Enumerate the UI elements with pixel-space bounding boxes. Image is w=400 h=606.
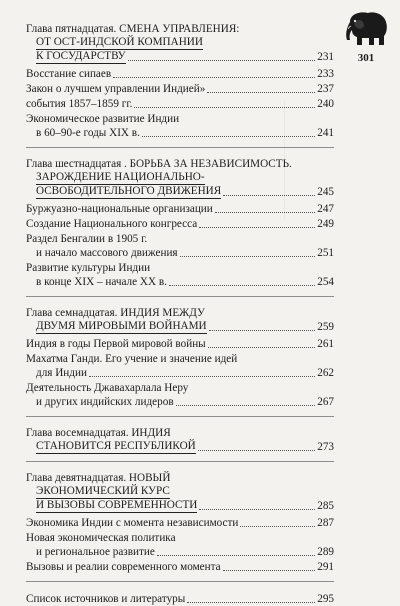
toc-entry[interactable] <box>26 202 334 216</box>
toc-entry[interactable] <box>26 261 334 289</box>
toc-line-text: и других индийских лидеров <box>36 396 174 408</box>
page-number: 301 <box>357 52 375 64</box>
toc-entry[interactable] <box>26 232 334 260</box>
toc-page-number: 249 <box>317 218 334 230</box>
table-of-contents <box>26 22 334 606</box>
toc-line-text: Восстание сипаев <box>26 68 112 80</box>
toc-line <box>26 381 334 395</box>
toc-line <box>26 112 334 126</box>
toc-line <box>26 337 334 351</box>
toc-line-text: события 1857–1859 гг. <box>26 98 133 110</box>
toc-line-text: Глава восемнадцатая. ИНДИЯ <box>26 427 171 439</box>
toc-page-number: 285 <box>317 500 334 512</box>
toc-page-number: 287 <box>317 517 334 529</box>
toc-line-text: ЗАРОЖДЕНИЕ НАЦИОНАЛЬНО- <box>36 171 205 183</box>
toc-line <box>26 185 334 199</box>
toc-line-text: Создание Национального конгресса <box>26 218 198 230</box>
toc-line-text: Глава девятнадцатая. НОВЫЙ <box>26 472 171 484</box>
toc-section <box>26 581 334 606</box>
toc-entry[interactable] <box>26 97 334 111</box>
chapter-title <box>26 426 334 454</box>
dot-leader <box>128 60 316 61</box>
toc-line-text: и начало массового движения <box>36 247 178 259</box>
toc-line <box>26 592 334 606</box>
dot-leader <box>142 136 315 137</box>
dot-leader <box>199 227 315 228</box>
toc-page-number: 233 <box>317 68 334 80</box>
toc-line <box>26 426 334 440</box>
toc-line-text: Буржуазно-национальные организации <box>26 203 213 215</box>
toc-line <box>26 366 334 380</box>
toc-line <box>26 499 334 513</box>
toc-line-text: СТАНОВИТСЯ РЕСПУБЛИКОЙ <box>36 440 196 452</box>
dot-leader <box>208 347 316 348</box>
toc-page-number: 267 <box>317 396 334 408</box>
toc-line-text: Экономика Индии с момента независимости <box>26 517 239 529</box>
toc-line-text: в 60–90-е годы XIX в. <box>36 127 140 139</box>
dot-leader <box>169 285 315 286</box>
toc-line-text: Раздел Бенгалии в 1905 г. <box>26 233 148 245</box>
toc-line <box>26 545 334 559</box>
chapter-title <box>26 157 334 199</box>
toc-line-text: Развитие культуры Индии <box>26 262 151 274</box>
toc-page-number: 247 <box>317 203 334 215</box>
elephant-icon <box>344 8 392 48</box>
toc-page-number: 240 <box>317 98 334 110</box>
toc-line <box>26 157 334 171</box>
toc-line <box>26 306 334 320</box>
toc-line <box>26 97 334 111</box>
toc-line-text: и региональное развитие <box>36 546 155 558</box>
toc-page-number: 273 <box>317 441 334 453</box>
toc-line <box>26 171 334 185</box>
dot-leader <box>223 570 316 571</box>
dot-leader <box>157 555 315 556</box>
chapter-title <box>26 471 334 513</box>
toc-line <box>26 246 334 260</box>
toc-entry[interactable] <box>26 352 334 380</box>
toc-line-text: для Индии <box>36 367 87 379</box>
toc-line <box>26 440 334 454</box>
toc-line <box>26 126 334 140</box>
toc-entry[interactable] <box>26 516 334 530</box>
toc-line <box>26 320 334 334</box>
toc-line-text: Новая экономическая политика <box>26 532 176 544</box>
toc-line-text: И ВЫЗОВЫ СОВРЕМЕННОСТИ <box>36 499 198 511</box>
toc-line-text: Индия в годы Первой мировой войны <box>26 338 206 350</box>
toc-entry[interactable] <box>26 67 334 81</box>
toc-line <box>26 67 334 81</box>
toc-line <box>26 352 334 366</box>
toc-line-text: ЭКОНОМИЧЕСКИЙ КУРС <box>36 485 170 497</box>
toc-page-number: 261 <box>317 338 334 350</box>
toc-entry[interactable] <box>26 112 334 140</box>
toc-line-text: Глава семнадцатая. ИНДИЯ МЕЖДУ <box>26 307 205 319</box>
dot-leader <box>209 330 316 331</box>
toc-page-number: 237 <box>317 83 334 95</box>
toc-entry[interactable] <box>26 217 334 231</box>
toc-line <box>26 82 334 96</box>
toc-section <box>26 416 334 454</box>
toc-line <box>26 395 334 409</box>
toc-page-number: 254 <box>317 276 334 288</box>
toc-line <box>26 261 334 275</box>
toc-page-number: 289 <box>317 546 334 558</box>
toc-page-number: 251 <box>317 247 334 259</box>
toc-line-text: ОСВОБОДИТЕЛЬНОГО ДВИЖЕНИЯ <box>36 185 222 197</box>
dot-leader <box>187 602 315 603</box>
toc-line-text: Экономическое развитие Индии <box>26 113 180 125</box>
toc-line <box>26 275 334 289</box>
toc-section <box>26 461 334 574</box>
toc-line-text: ДВУМЯ МИРОВЫМИ ВОЙНАМИ <box>36 320 207 332</box>
toc-line <box>26 22 334 36</box>
toc-entry[interactable] <box>26 531 334 559</box>
toc-line-text: Деятельность Джавахарлала Неру <box>26 382 189 394</box>
dot-leader <box>180 256 316 257</box>
toc-page-number: 262 <box>317 367 334 379</box>
toc-line-text: Список источников и литературы <box>26 593 186 605</box>
toc-line-text: Глава шестнадцатая . БОРЬБА ЗА НЕЗАВИСИМОСТЬ. <box>26 158 292 170</box>
chapter-title <box>26 306 334 334</box>
toc-page-number: 241 <box>317 127 334 139</box>
dot-leader <box>223 195 315 196</box>
toc-page-number: 259 <box>317 321 334 333</box>
dot-leader <box>207 92 315 93</box>
toc-line <box>26 471 334 485</box>
toc-line <box>26 50 334 64</box>
dot-leader <box>215 212 315 213</box>
toc-section <box>26 296 334 409</box>
toc-entry[interactable] <box>26 337 334 351</box>
toc-line-text: ОТ ОСТ-ИНДСКОЙ КОМПАНИИ <box>36 36 203 48</box>
dot-leader <box>176 405 316 406</box>
toc-entry[interactable] <box>26 82 334 96</box>
toc-section <box>26 22 334 140</box>
toc-line <box>26 217 334 231</box>
dot-leader <box>89 376 315 377</box>
toc-page-number: 291 <box>317 561 334 573</box>
toc-line <box>26 531 334 545</box>
toc-line <box>26 516 334 530</box>
toc-entry[interactable] <box>26 560 334 574</box>
toc-line-text: Вызовы и реалии современного момента <box>26 561 221 573</box>
toc-page-number: 295 <box>317 593 334 605</box>
toc-line <box>26 36 334 50</box>
toc-line <box>26 232 334 246</box>
chapter-title <box>26 22 334 64</box>
dot-leader <box>240 526 315 527</box>
toc-line <box>26 202 334 216</box>
toc-entry[interactable] <box>26 381 334 409</box>
toc-line-text: Махатма Ганди. Его учение и значение идей <box>26 353 238 365</box>
toc-entry[interactable] <box>26 592 334 606</box>
dot-leader <box>113 77 315 78</box>
dot-leader <box>198 450 315 451</box>
toc-line <box>26 560 334 574</box>
toc-page-number: 245 <box>317 186 334 198</box>
toc-line-text: Закон о лучшем управлении Индией» <box>26 83 206 95</box>
dot-leader <box>199 509 315 510</box>
dot-leader <box>134 107 315 108</box>
toc-section <box>26 147 334 289</box>
toc-page-number: 231 <box>317 51 334 63</box>
toc-line-text: Глава пятнадцатая. СМЕНА УПРАВЛЕНИЯ: <box>26 23 240 35</box>
toc-line <box>26 485 334 499</box>
toc-line-text: К ГОСУДАРСТВУ <box>36 50 126 62</box>
toc-line-text: в конце XIX – начале XX в. <box>36 276 167 288</box>
